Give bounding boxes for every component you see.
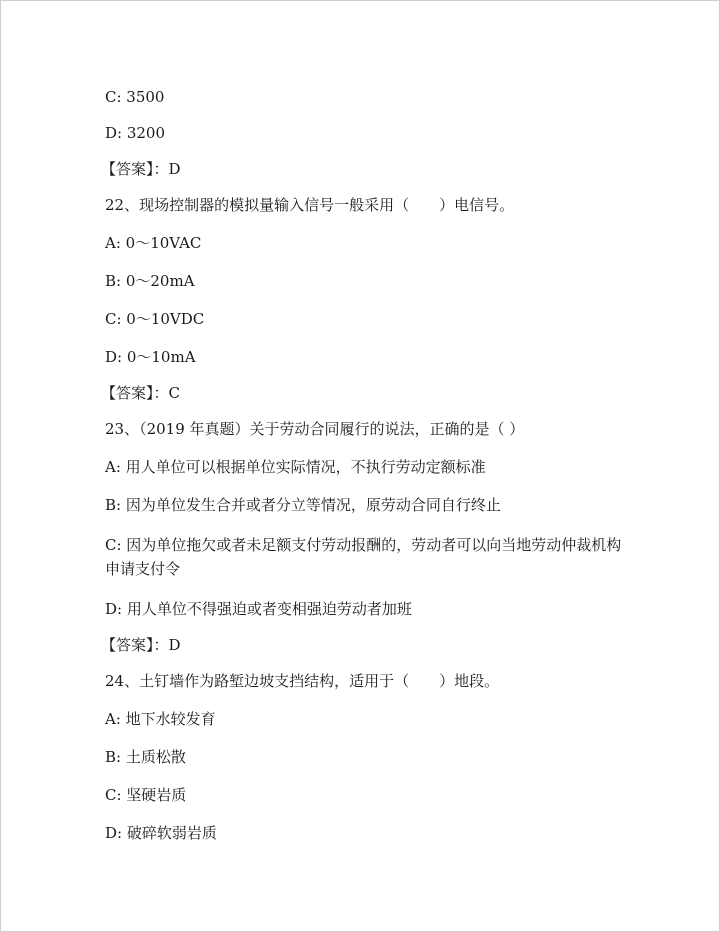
option-d-q22: D: 0～10mA <box>105 348 196 366</box>
document-content <box>101 87 625 843</box>
answer-q21: 【答案】：D <box>101 160 181 178</box>
option-c-q24: C: 坚硬岩质 <box>105 786 187 804</box>
option-c-q22: C: 0～10VDC <box>105 310 205 328</box>
option-d-q21: D: 3200 <box>105 124 166 142</box>
option-a-q24: A: 地下水较发育 <box>105 710 216 728</box>
option-d-q23: D: 用人单位不得强迫或者变相强迫劳动者加班 <box>105 600 412 618</box>
question-22: 22、现场控制器的模拟量输入信号一般采用（ ）电信号。 <box>105 196 515 214</box>
question-23: 23、（2019 年真题）关于劳动合同履行的说法，正确的是（ ） <box>105 420 525 438</box>
answer-q23: 【答案】：D <box>101 636 181 654</box>
option-d-q24: D: 破碎软弱岩质 <box>105 824 217 842</box>
option-b-q23: B: 因为单位发生合并或者分立等情况，原劳动合同自行终止 <box>105 496 501 514</box>
option-b-q22: B: 0～20mA <box>105 272 195 290</box>
answer-q22: 【答案】：C <box>101 384 180 402</box>
question-24: 24、土钉墙作为路堑边坡支挡结构，适用于（ ）地段。 <box>105 672 500 690</box>
option-a-q22: A: 0～10VAC <box>105 234 202 252</box>
option-c-q21: C: 3500 <box>105 88 165 106</box>
option-a-q23: A: 用人单位可以根据单位实际情况，不执行劳动定额标准 <box>105 458 486 476</box>
option-c-q23: C: 因为单位拖欠或者未足额支付劳动报酬的，劳动者可以向当地劳动仲裁机构申请支付令 <box>105 536 622 578</box>
option-b-q24: B: 土质松散 <box>105 748 186 766</box>
